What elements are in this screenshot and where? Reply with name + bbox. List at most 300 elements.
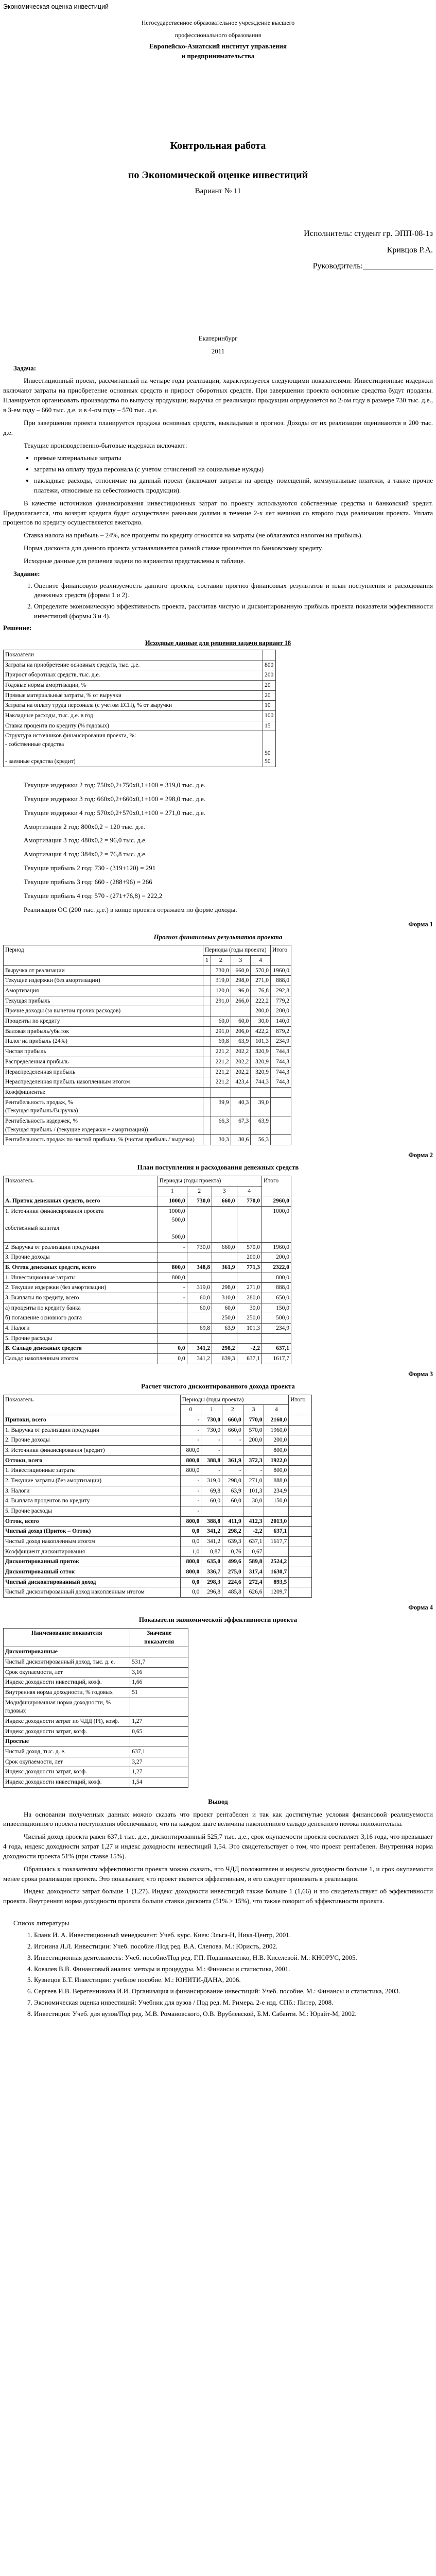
header-cell: Показатель bbox=[4, 1395, 181, 1415]
indicator-cell: Годовые нормы амортизации, % bbox=[4, 680, 263, 690]
value-cell: 63,9 bbox=[212, 1323, 237, 1333]
indicator-cell: Чистый доход накопленным итогом bbox=[4, 1536, 181, 1547]
value-cell: 67,3 bbox=[231, 1116, 251, 1134]
value-cell: 320,9 bbox=[251, 1047, 271, 1057]
input-data-table bbox=[3, 650, 276, 767]
table-row bbox=[4, 1087, 291, 1097]
value-cell: 0,0 bbox=[180, 1536, 201, 1547]
task-paragraph-2: При завершении проекта планируется продажа основных средств, выкладывая в прогноз. Доходы от их реализации оцениваются в 200 тыс. д.е. bbox=[3, 418, 433, 436]
table-row bbox=[4, 1016, 291, 1027]
value-cell: 320,9 bbox=[251, 1057, 271, 1067]
indicator-cell: 3. Источники финансирования (кредит) bbox=[4, 1445, 181, 1455]
table-row bbox=[4, 976, 291, 986]
task-paragraph-1: Инвестиционный проект, рассчитанный на четыре года реализации, характеризуется следующими показателями: Инвестиционные издержки включают затраты на приобретение основных средств и прирост оборотных средств. При завершении проекта основные средства будут проданы. Планируется организовать производство по выпуску продукции; выручка от реализации продукции определяется во 2-ом году в размере 730 тыс. д.е., в 3-ем году – 660 тыс. д.е. и в 4-ом году – 570 тыс. д.е. bbox=[3, 377, 433, 414]
cost-list bbox=[3, 453, 433, 495]
value-cell: 40,3 bbox=[231, 1097, 251, 1116]
indicator-cell: А. Приток денежных средств, всего bbox=[4, 1196, 158, 1207]
value-cell bbox=[158, 1252, 187, 1263]
value-cell: 341,2 bbox=[201, 1536, 222, 1547]
header-cell: Период bbox=[4, 945, 203, 965]
indicator-cell: Рентабельность продаж по чистой прибыли, % (чистая прибыль / выручка) bbox=[4, 1135, 203, 1145]
value-cell bbox=[289, 1506, 312, 1516]
solution-heading: Решение: bbox=[3, 624, 32, 632]
indicator-cell: Прочие доходы (за вычетом прочих расходов) bbox=[4, 1006, 203, 1016]
value-cell bbox=[271, 1087, 291, 1097]
value-cell: 280,0 bbox=[237, 1293, 261, 1303]
value-cell: 800,0 bbox=[264, 1445, 289, 1455]
indicator-cell: Чистый доход (Приток – Отток) bbox=[4, 1527, 181, 1537]
value-cell: 341,2 bbox=[187, 1344, 212, 1354]
value-cell: 0,87 bbox=[201, 1547, 222, 1557]
value-cell: - bbox=[201, 1445, 222, 1455]
value-cell bbox=[187, 1273, 212, 1283]
header-cell: Наименование показателя bbox=[4, 1628, 130, 1647]
calculation-line: Текущие прибыль 2 год: 730 - (319+120) = 291 bbox=[24, 864, 156, 872]
table-row bbox=[4, 1313, 291, 1324]
table-row bbox=[4, 1293, 291, 1303]
table-header-row bbox=[4, 650, 276, 660]
assignment-item: 1. Оцените финансовую реализуемость данного проекта, составив прогноз финансовых результатов и план поступления и расходования денежных средств (формы 1 и 2). bbox=[34, 581, 433, 601]
value-cell: 626,6 bbox=[243, 1587, 264, 1598]
table-row bbox=[4, 1057, 291, 1067]
value-cell bbox=[203, 1006, 211, 1016]
value-cell: 39,0 bbox=[251, 1097, 271, 1116]
cost-list-item: • затраты на оплату труда персонала (с учетом отчислений на социальные нужды) bbox=[34, 465, 433, 474]
value-cell: 69,8 bbox=[211, 1037, 231, 1047]
table-row bbox=[4, 1353, 291, 1364]
value-cell: - bbox=[222, 1435, 243, 1446]
value-cell: 0,0 bbox=[180, 1527, 201, 1537]
header-cell: Показатель bbox=[4, 1176, 158, 1196]
table-row bbox=[4, 1747, 188, 1757]
indicator-cell: Индекс доходности затрат, коэф. bbox=[4, 1726, 130, 1737]
table-row bbox=[4, 1067, 291, 1077]
table-header-row bbox=[4, 1395, 312, 1405]
table-row bbox=[4, 1667, 188, 1677]
indicator-cell: Текущие издержки (без амортизации) bbox=[4, 976, 203, 986]
value-cell: 39,9 bbox=[211, 1097, 231, 1116]
value-cell: 266,0 bbox=[231, 996, 251, 1006]
indicator-cell: Индекс доходности инвестиций, коэф. bbox=[4, 1777, 130, 1788]
header-cell: Периоды (годы проекта) bbox=[203, 945, 270, 956]
table-row bbox=[4, 1726, 188, 1737]
indicator-cell: Распределенная прибыль bbox=[4, 1057, 203, 1067]
value-cell: 660,0 bbox=[212, 1242, 237, 1252]
value-cell: 76,8 bbox=[251, 986, 271, 996]
value-cell: 800,0 bbox=[180, 1567, 201, 1578]
value-cell: 744,3 bbox=[251, 1077, 271, 1088]
indicator-cell: Амортизация bbox=[4, 986, 203, 996]
indicator-cell: Коэффициент дисконтирования bbox=[4, 1547, 181, 1557]
value-cell bbox=[211, 1006, 231, 1016]
value-cell: 744,3 bbox=[271, 1067, 291, 1077]
value-cell: 800 bbox=[263, 660, 276, 670]
table-row bbox=[4, 701, 276, 711]
value-cell: 800,0 bbox=[158, 1262, 187, 1273]
value-cell: -2,2 bbox=[237, 1344, 261, 1354]
value-cell: 200,0 bbox=[271, 1006, 291, 1016]
value-cell: 63,9 bbox=[231, 1037, 251, 1047]
value-cell bbox=[203, 1087, 211, 1097]
institution-line-2: профессионального образования bbox=[175, 31, 261, 39]
table-row bbox=[4, 1196, 291, 1207]
value-cell bbox=[289, 1476, 312, 1486]
indicator-cell: Структура источников финансирования проекта, %: - собственные средства - заемные средства (кредит) bbox=[4, 731, 263, 767]
calculation-line: Текущие издержки 2 год: 750х0,2+750х0,1+100 = 319,0 тыс. д.е. bbox=[24, 781, 206, 789]
indicator-cell: 1. Инвестиционные затраты bbox=[4, 1273, 158, 1283]
value-cell: 779,2 bbox=[271, 996, 291, 1006]
table-row bbox=[4, 1116, 291, 1134]
table-row bbox=[4, 1476, 312, 1486]
value-cell bbox=[243, 1506, 264, 1516]
value-cell: 1,27 bbox=[130, 1717, 188, 1727]
value-cell bbox=[212, 1206, 237, 1242]
value-cell bbox=[271, 1097, 291, 1116]
value-cell bbox=[289, 1577, 312, 1587]
value-cell bbox=[130, 1647, 188, 1657]
value-cell: 96,0 bbox=[231, 986, 251, 996]
calculations-block bbox=[3, 781, 433, 914]
value-cell: 291,0 bbox=[211, 1026, 231, 1037]
indicator-cell: Оттоки, всего bbox=[4, 1455, 181, 1466]
indicator-cell: 4. Налоги bbox=[4, 1323, 158, 1333]
value-cell bbox=[158, 1323, 187, 1333]
table-row bbox=[4, 1767, 188, 1777]
value-cell: 319,0 bbox=[201, 1476, 222, 1486]
calculation-line: Текущие прибыль 4 год: 570 - (271+76,8) = 222,2 bbox=[24, 891, 163, 900]
value-cell: 348,8 bbox=[187, 1262, 212, 1273]
form4-title: Показатели экономической эффективности проекта bbox=[138, 1616, 298, 1624]
value-cell: 637,1 bbox=[243, 1536, 264, 1547]
value-cell: - bbox=[180, 1425, 201, 1435]
value-cell: 1922,0 bbox=[264, 1455, 289, 1466]
value-cell: 51 bbox=[130, 1688, 188, 1698]
form1-label: Форма 1 bbox=[408, 921, 433, 928]
value-cell: 101,3 bbox=[237, 1323, 261, 1333]
indicator-cell: 4. Выплата процентов по кредиту bbox=[4, 1496, 181, 1506]
value-cell: 271,0 bbox=[243, 1476, 264, 1486]
value-cell: 0,67 bbox=[243, 1547, 264, 1557]
value-cell: 60,0 bbox=[201, 1496, 222, 1506]
value-cell: 0,0 bbox=[180, 1587, 201, 1598]
value-cell: 317,4 bbox=[243, 1567, 264, 1578]
value-cell bbox=[289, 1445, 312, 1455]
indicator-cell: Дисконтированный отток bbox=[4, 1567, 181, 1578]
table-row bbox=[4, 1323, 291, 1333]
value-cell: 63,9 bbox=[251, 1116, 271, 1134]
value-cell: 221,2 bbox=[211, 1067, 231, 1077]
value-cell: 250,0 bbox=[237, 1313, 261, 1324]
indicator-cell: 3. Налоги bbox=[4, 1486, 181, 1496]
value-cell: 388,8 bbox=[201, 1455, 222, 1466]
value-cell: 1000,0 bbox=[158, 1196, 187, 1207]
year: 2011 bbox=[211, 347, 225, 355]
value-cell: 361,9 bbox=[222, 1455, 243, 1466]
value-cell: 150,0 bbox=[264, 1496, 289, 1506]
value-cell: - bbox=[243, 1466, 264, 1476]
indicator-cell: а) проценты по кредиту банка bbox=[4, 1303, 158, 1313]
value-cell: 637,1 bbox=[130, 1747, 188, 1757]
value-cell: 800,0 bbox=[180, 1445, 201, 1455]
reference-item: 5. Кузнецов Б.Т. Инвестиции: учебное пособие. М.: ЮНИТИ-ДАНА, 2006. bbox=[34, 1975, 433, 1985]
indicator-cell: Затраты на оплату труда персонала (с учетом ЕСН), % от выручки bbox=[4, 701, 263, 711]
table-row bbox=[4, 711, 276, 721]
conclusion-paragraph-2: Чистый доход проекта равен 637,1 тыс. д.е., дисконтированный 525,7 тыс. д.е., срок окупаемости проекта составляет 3,16 года, что превышает 4 года, индекс доходности затрат 1,27 и индекс доходности инвестиций 1,54. Это свидетельствует о том, что проект рентабелен. Внутренняя норма доходности проекта 51% (при ставке 15%). bbox=[3, 1833, 433, 1860]
table-row bbox=[4, 1242, 291, 1252]
table-row bbox=[4, 1303, 291, 1313]
indicator-cell: Отток, всего bbox=[4, 1516, 181, 1527]
form4-table bbox=[3, 1628, 188, 1788]
indicator-cell: 1. Источники финансирования проекта собственный капитал bbox=[4, 1206, 158, 1242]
table-header-row bbox=[4, 1176, 291, 1186]
value-cell: 101,3 bbox=[251, 1037, 271, 1047]
value-cell: 1,27 bbox=[130, 1767, 188, 1777]
value-cell bbox=[271, 1135, 291, 1145]
value-cell bbox=[187, 1333, 212, 1344]
table-row bbox=[4, 1037, 291, 1047]
table-row bbox=[4, 1496, 312, 1506]
indicator-cell: 2. Выручка от реализации продукции bbox=[4, 1242, 158, 1252]
value-cell: 1,66 bbox=[130, 1677, 188, 1688]
value-cell: 660,0 bbox=[212, 1196, 237, 1207]
student-name: Кривцов Р.А. bbox=[387, 245, 433, 255]
table-header-row bbox=[4, 1628, 188, 1647]
indicator-cell: Чистый дисконтированный доход накопленным итогом bbox=[4, 1587, 181, 1598]
value-cell: 800,0 bbox=[264, 1466, 289, 1476]
value-cell bbox=[289, 1466, 312, 1476]
value-cell bbox=[203, 986, 211, 996]
value-cell: 730,0 bbox=[187, 1196, 212, 1207]
value-cell: 224,6 bbox=[222, 1577, 243, 1587]
value-cell: 879,2 bbox=[271, 1026, 291, 1037]
value-cell bbox=[289, 1587, 312, 1598]
value-cell: 200,0 bbox=[264, 1435, 289, 1446]
value-cell: - bbox=[180, 1506, 201, 1516]
value-cell: 500,0 bbox=[262, 1313, 291, 1324]
table-row bbox=[4, 1333, 291, 1344]
value-cell bbox=[203, 1037, 211, 1047]
value-cell: 200 bbox=[263, 670, 276, 681]
value-cell: 10 bbox=[263, 701, 276, 711]
value-cell: 202,2 bbox=[231, 1067, 251, 1077]
value-cell bbox=[271, 1116, 291, 1134]
work-title: Контрольная работа bbox=[170, 140, 266, 151]
value-cell: 888,0 bbox=[271, 976, 291, 986]
value-cell: 50 50 bbox=[263, 731, 276, 767]
value-cell: 200,0 bbox=[262, 1252, 291, 1263]
indicator-cell: Модифицированная норма доходности, % годовых bbox=[4, 1698, 130, 1716]
value-cell bbox=[212, 1333, 237, 1344]
indicator-cell: Нераспределенная прибыль накопленным итогом bbox=[4, 1077, 203, 1088]
value-cell: - bbox=[158, 1283, 187, 1293]
value-cell: 888,0 bbox=[262, 1283, 291, 1293]
value-cell bbox=[203, 1047, 211, 1057]
value-cell bbox=[251, 1087, 271, 1097]
table-row bbox=[4, 1737, 188, 1747]
value-cell: - bbox=[222, 1466, 243, 1476]
value-cell bbox=[289, 1415, 312, 1425]
indicator-cell: Индекс доходности затрат, коэф. bbox=[4, 1767, 130, 1777]
value-cell: 650,0 bbox=[262, 1293, 291, 1303]
table-row bbox=[4, 1506, 312, 1516]
indicator-cell: 3. Выплаты по кредиту, всего bbox=[4, 1293, 158, 1303]
indicator-cell: Чистый дисконтированный доход, тыс. д. е. bbox=[4, 1657, 130, 1668]
year-header-cell: 1 bbox=[201, 1405, 222, 1415]
indicator-cell: Нераспределенная прибыль bbox=[4, 1067, 203, 1077]
conclusion-heading: Вывод bbox=[208, 1797, 228, 1805]
table-row bbox=[4, 1677, 188, 1688]
value-cell bbox=[243, 1445, 264, 1455]
indicator-cell: В. Сальдо денежных средств bbox=[4, 1344, 158, 1354]
indicator-cell: Сальдо накопленным итогом bbox=[4, 1353, 158, 1364]
value-cell bbox=[203, 1016, 211, 1027]
executor-line: Исполнитель: студент гр. ЭПП-08-1з bbox=[304, 229, 433, 239]
header-cell: Периоды (годы проекта) bbox=[180, 1395, 289, 1405]
table-row bbox=[4, 1717, 188, 1727]
value-cell bbox=[158, 1333, 187, 1344]
indicator-cell: Ставка процента по кредиту (% годовых) bbox=[4, 721, 263, 731]
value-cell: 298,3 bbox=[201, 1577, 222, 1587]
table-row bbox=[4, 660, 276, 670]
reference-item: 8. Инвестиции: Учеб. для вузов/Под ред. М.В. Романовского, О.В. Врублевской, Б.М. Сабанти. М.: Юрайт-М, 2002. bbox=[34, 2009, 433, 2019]
value-cell: 570,0 bbox=[237, 1242, 261, 1252]
value-cell bbox=[289, 1435, 312, 1446]
value-cell: 1617,7 bbox=[262, 1353, 291, 1364]
reference-item: 2. Игонина Л.Л. Инвестиции: Учеб. пособие /Под ред. В.А. Слепова. М.: Юристъ, 2002. bbox=[34, 1942, 433, 1952]
value-cell: 411,9 bbox=[222, 1516, 243, 1527]
value-cell: 296,8 bbox=[201, 1587, 222, 1598]
value-cell bbox=[289, 1527, 312, 1537]
indicator-cell: Притоки, всего bbox=[4, 1415, 181, 1425]
value-cell: 800,0 bbox=[180, 1455, 201, 1466]
value-cell: 271,0 bbox=[237, 1283, 261, 1293]
table-row bbox=[4, 721, 276, 731]
value-cell: 69,8 bbox=[187, 1323, 212, 1333]
indicator-cell: 2. Прочие доходы bbox=[4, 1435, 181, 1446]
value-cell bbox=[237, 1333, 261, 1344]
value-cell bbox=[130, 1737, 188, 1747]
value-cell bbox=[222, 1445, 243, 1455]
table-row bbox=[4, 1657, 188, 1668]
value-cell: 15 bbox=[263, 721, 276, 731]
value-cell bbox=[237, 1273, 261, 1283]
calculation-line: Амортизация 2 год: 800х0,2 = 120 тыс. д.е. bbox=[24, 822, 145, 831]
table-row bbox=[4, 1688, 188, 1698]
value-cell: - bbox=[158, 1293, 187, 1303]
value-cell: - bbox=[158, 1242, 187, 1252]
value-cell: 30,0 bbox=[251, 1016, 271, 1027]
reference-item: 6. Сергеев И.В. Веретенникова И.И. Организация и финансирование инвестиций: Учеб. пособие. М.: Финансы и статистика, 2003. bbox=[34, 1987, 433, 1996]
indicator-cell: Проценты по кредиту bbox=[4, 1016, 203, 1027]
table-row bbox=[4, 965, 291, 976]
table-row bbox=[4, 1415, 312, 1425]
value-cell: 275,0 bbox=[222, 1567, 243, 1578]
value-cell: 150,0 bbox=[262, 1303, 291, 1313]
table-row bbox=[4, 1252, 291, 1263]
header-cell: Итого bbox=[262, 1176, 291, 1196]
indicator-cell: Индекс доходности затрат по ЧДД (PI), коэф. bbox=[4, 1717, 130, 1727]
value-cell: 1000,0 bbox=[262, 1206, 291, 1242]
indicator-cell: 3. Прочие доходы bbox=[4, 1252, 158, 1263]
calculation-line: Текущие прибыль 3 год: 660 - (288+96) = 266 bbox=[24, 877, 152, 886]
value-cell bbox=[211, 1087, 231, 1097]
value-cell bbox=[203, 1116, 211, 1134]
value-cell: 2013,0 bbox=[264, 1516, 289, 1527]
value-cell bbox=[158, 1303, 187, 1313]
year-header-cell: 2 bbox=[222, 1405, 243, 1415]
value-cell: 101,3 bbox=[243, 1486, 264, 1496]
table-row bbox=[4, 1077, 291, 1088]
table-row bbox=[4, 1273, 291, 1283]
year-header-cell: 0 bbox=[180, 1405, 201, 1415]
value-cell bbox=[289, 1425, 312, 1435]
table-row bbox=[4, 1567, 312, 1578]
table-row bbox=[4, 1486, 312, 1496]
header-cell: Периоды (годы проекта) bbox=[158, 1176, 261, 1186]
value-cell: - bbox=[180, 1476, 201, 1486]
value-cell: -2,2 bbox=[243, 1527, 264, 1537]
value-cell bbox=[158, 1313, 187, 1324]
cost-list-item: • накладные расходы, относимые на данный проект (включают затраты на аренду помещений, коммунальные платежи, а также прочие платежи, относимые на себестоимость продукции). bbox=[34, 476, 433, 496]
form2-table bbox=[3, 1176, 291, 1364]
value-cell: 1,0 bbox=[180, 1547, 201, 1557]
value-cell: 744,3 bbox=[271, 1077, 291, 1088]
value-cell: 30,6 bbox=[231, 1135, 251, 1145]
value-cell: 800,0 bbox=[180, 1557, 201, 1567]
value-cell: 589,8 bbox=[243, 1557, 264, 1567]
table-row bbox=[4, 1547, 312, 1557]
value-cell: 637,1 bbox=[237, 1353, 261, 1364]
value-cell bbox=[289, 1567, 312, 1578]
indicator-cell: Срок окупаемости, лет bbox=[4, 1757, 130, 1767]
value-cell: 1960,0 bbox=[264, 1425, 289, 1435]
value-cell bbox=[130, 1698, 188, 1716]
calculation-line: Реализация ОС (200 тыс. д.е.) в конце проекта отражаем по форме доходы. bbox=[24, 905, 237, 913]
variant-title: Вариант № 11 bbox=[195, 187, 241, 195]
value-cell: 298,0 bbox=[222, 1476, 243, 1486]
indicator-cell: 5. Прочие расходы bbox=[4, 1333, 158, 1344]
input-table-caption bbox=[3, 638, 433, 648]
value-cell: 0,76 bbox=[222, 1547, 243, 1557]
value-cell: 271,0 bbox=[251, 976, 271, 986]
form2-title: План поступления и расходования денежных средств bbox=[137, 1163, 299, 1171]
value-cell: 120,0 bbox=[211, 986, 231, 996]
city: Екатеринбург bbox=[198, 334, 238, 342]
value-cell bbox=[203, 1026, 211, 1037]
value-cell: 2160,0 bbox=[264, 1415, 289, 1425]
indicator-cell: 2. Текущие издержки (без амортизации) bbox=[4, 1283, 158, 1293]
value-cell: 60,0 bbox=[187, 1293, 212, 1303]
value-cell: 800,0 bbox=[158, 1273, 187, 1283]
indicator-cell: 2. Текущие затраты (без амортизации) bbox=[4, 1476, 181, 1486]
value-cell: 639,3 bbox=[212, 1353, 237, 1364]
value-cell: 800,0 bbox=[180, 1466, 201, 1476]
year-header-cell: 4 bbox=[251, 956, 271, 966]
value-cell: 298,0 bbox=[212, 1283, 237, 1293]
task-paragraph-3: Текущие производственно-бытовые издержки включают: bbox=[24, 441, 187, 449]
references-list bbox=[3, 1930, 433, 2019]
indicator-cell: Налог на прибыль (24%) bbox=[4, 1037, 203, 1047]
value-cell: 637,1 bbox=[264, 1527, 289, 1537]
value-cell: 635,0 bbox=[201, 1557, 222, 1567]
value-cell: 422,2 bbox=[251, 1026, 271, 1037]
table-row bbox=[4, 1283, 291, 1293]
institution-line-1: Негосударственное образовательное учреждение высшего bbox=[141, 19, 295, 27]
value-cell: 60,0 bbox=[212, 1303, 237, 1313]
table-row bbox=[4, 680, 276, 690]
table-row bbox=[4, 1698, 188, 1716]
value-cell: 60,0 bbox=[222, 1496, 243, 1506]
